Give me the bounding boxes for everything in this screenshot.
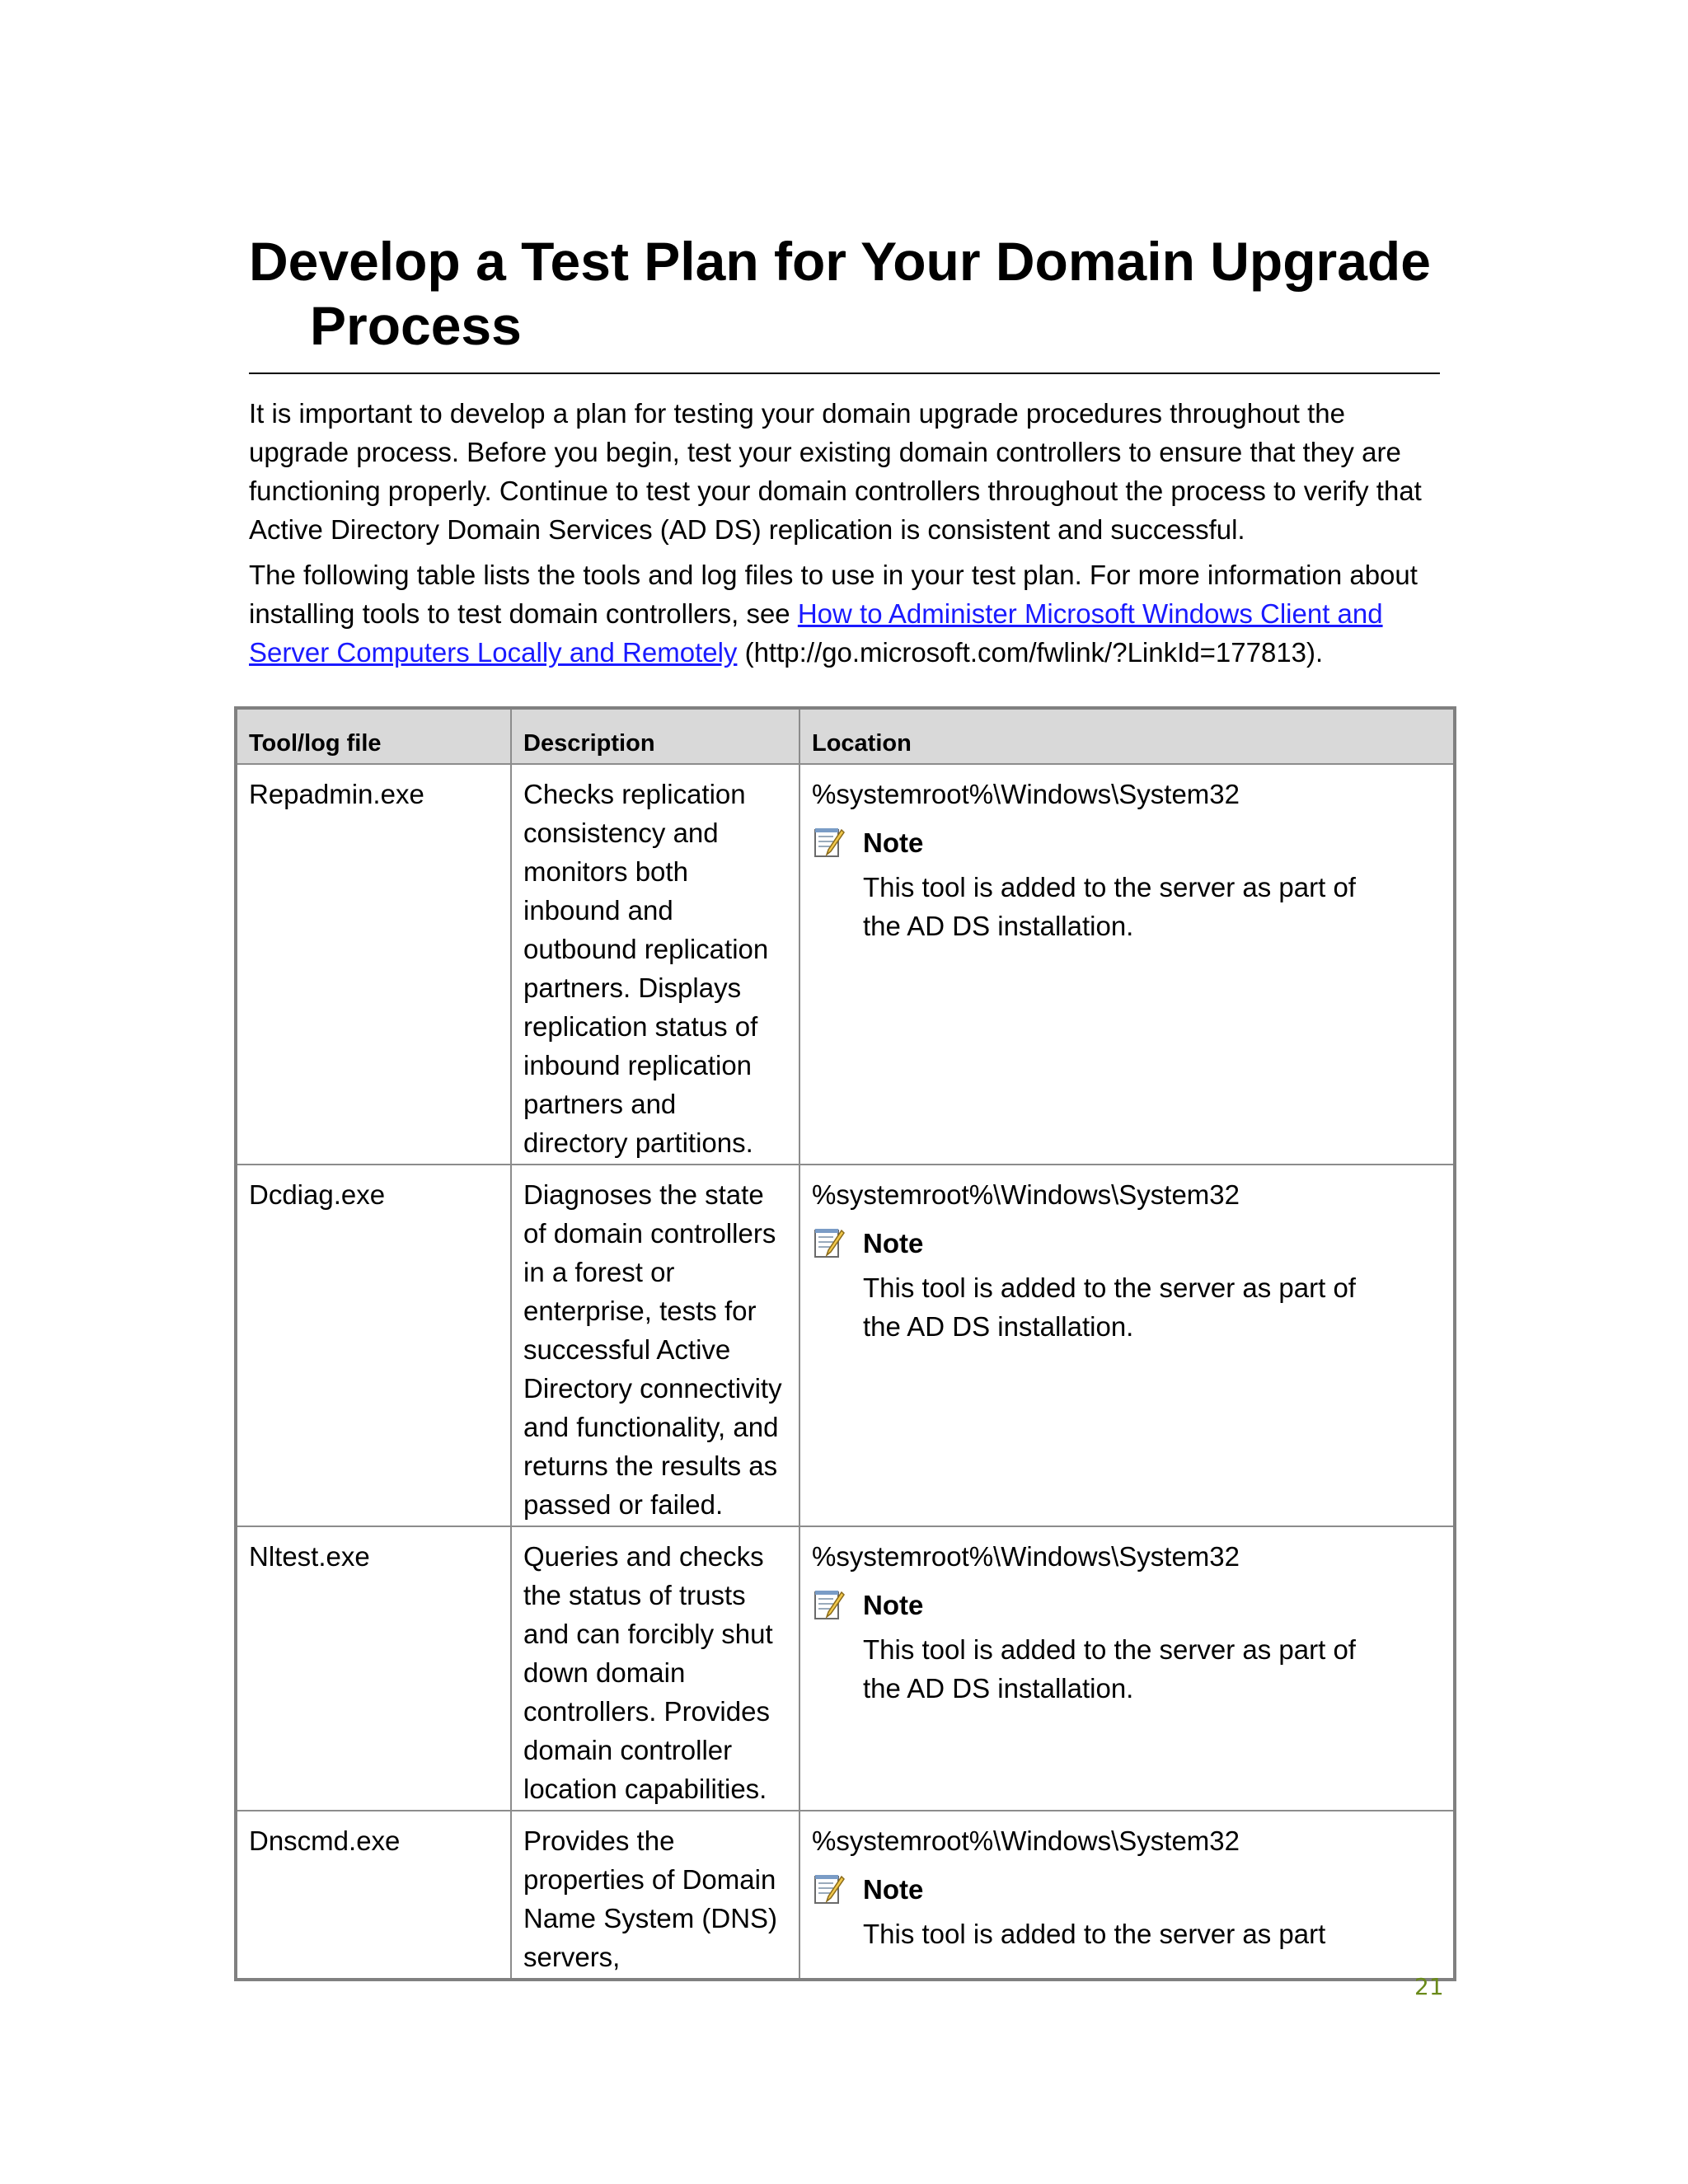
title-divider [249, 373, 1440, 374]
note-header [812, 1872, 1442, 1906]
note-text: This tool is added to the server as part [863, 1919, 1326, 1949]
tool-name: Repadmin.exe [236, 764, 511, 1165]
administer-tools-link[interactable]: How to Administer Microsoft Windows Client and Server Computers Locally and Remotely [249, 598, 1383, 668]
tools-table [234, 706, 1456, 1981]
table-intro-url: (http://go.microsoft.com/fwlink/?LinkId=177813). [737, 637, 1324, 668]
header-description: Description [511, 708, 799, 764]
note-pad-pencil-icon [812, 1587, 846, 1622]
note-label: Note [863, 1589, 924, 1620]
note-header [812, 1226, 1442, 1260]
table-row [236, 1165, 1455, 1526]
note-header [812, 825, 1442, 860]
tool-location-cell [799, 1526, 1455, 1811]
tool-location-cell [799, 764, 1455, 1165]
header-location: Location [799, 708, 1455, 764]
table-intro-text: The following table lists the tools and log files to use in your test plan. For more information about installing tools to test domain controllers, see [249, 560, 1418, 629]
table-row [236, 764, 1455, 1165]
tool-location: %systemroot%\Windows\System32 [812, 1825, 1240, 1856]
page-title: Develop a Test Plan for Your Domain Upgrade Process [249, 231, 1431, 356]
tool-description: Queries and checks the status of trusts and can forcibly shut down domain controllers. Provides domain controller location capabilities. [511, 1526, 799, 1811]
tool-name: Nltest.exe [236, 1526, 511, 1811]
note-header [812, 1587, 1442, 1622]
tool-location: %systemroot%\Windows\System32 [812, 1179, 1240, 1210]
note-pad-pencil-icon [812, 1872, 846, 1906]
tool-description: Provides the properties of Domain Name System (DNS) servers, [511, 1811, 799, 1980]
note-label: Note [863, 1227, 924, 1258]
table-row [236, 1526, 1455, 1811]
tool-location: %systemroot%\Windows\System32 [812, 1541, 1240, 1572]
table-header-row [236, 708, 1455, 764]
note-label: Note [863, 827, 924, 858]
note-text: This tool is added to the server as part of the AD DS installation. [863, 872, 1356, 941]
table-intro-paragraph [249, 555, 1452, 672]
table-row [236, 1811, 1455, 1980]
note-text: This tool is added to the server as part of the AD DS installation. [863, 1634, 1356, 1704]
tool-location-cell [799, 1165, 1455, 1526]
tool-location: %systemroot%\Windows\System32 [812, 779, 1240, 809]
tool-name: Dnscmd.exe [236, 1811, 511, 1980]
intro-paragraph: It is important to develop a plan for testing your domain upgrade procedures throughout the upgrade process. Before you begin, test your existing domain controllers to ensure that they are functioning properly. Continue to test your domain controllers throughout the process to verify that Active Directory Domain Services (AD DS) replication is consistent and successful. [249, 398, 1422, 545]
note-pad-pencil-icon [812, 825, 846, 860]
tool-name: Dcdiag.exe [236, 1165, 511, 1526]
header-tool: Tool/log file [236, 708, 511, 764]
page-number: 21 [1414, 1973, 1444, 2000]
tool-description: Diagnoses the state of domain controllers in a forest or enterprise, tests for successful Active Directory connectivity and functionality, and returns the results as passed or failed. [511, 1165, 799, 1526]
note-text: This tool is added to the server as part of the AD DS installation. [863, 1272, 1356, 1342]
note-pad-pencil-icon [812, 1226, 846, 1260]
tool-description: Checks replication consistency and monitors both inbound and outbound replication partners. Displays replication status of inbound replication partners and directory partitions. [511, 764, 799, 1165]
tool-location-cell [799, 1811, 1455, 1980]
note-label: Note [863, 1873, 924, 1905]
